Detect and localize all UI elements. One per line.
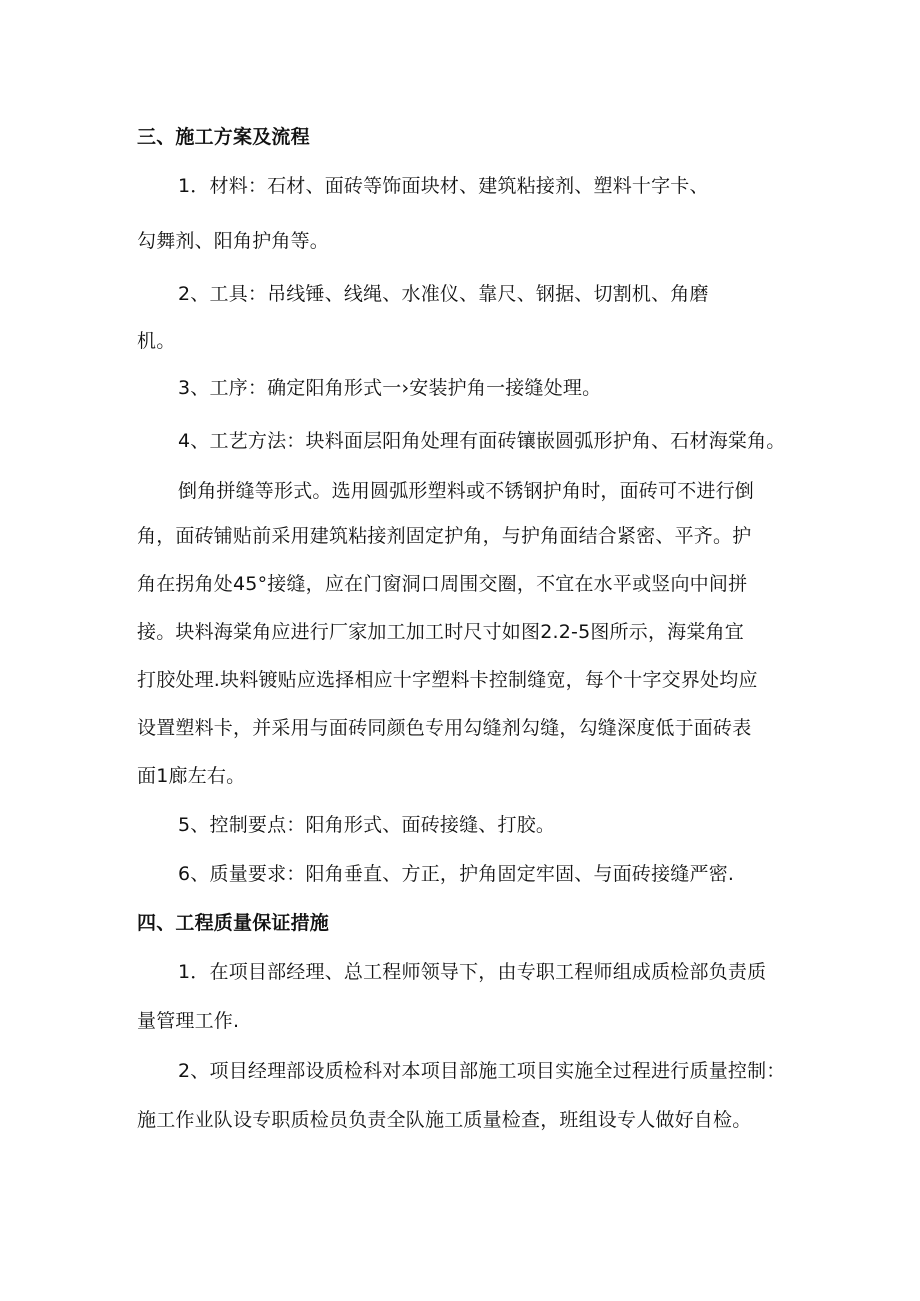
section-4-item-2-line-1: 2、项目经理部设质检科对本项目部施工项目实施全过程进行质量控制： xyxy=(178,1060,786,1082)
section-3-item-6-line-1: 6、质量要求：阳角垂直、方正，护角固定牢固、与面砖接缝严密. xyxy=(178,863,735,885)
section-3-item-4-line-5: 接。块料海棠角应进行厂家加工加工时尺寸如图2.2-5图所示，海棠角宜 xyxy=(137,621,744,643)
section-3-item-4-line-7: 设置塑料卡，并采用与面砖同颜色专用勾缝剂勾缝，勾缝深度低于面砖表 xyxy=(137,717,752,739)
section-3-heading: 三、施工方案及流程 xyxy=(137,126,310,148)
section-3-item-5-line-1: 5、控制要点：阳角形式、面砖接缝、打胶。 xyxy=(178,814,556,836)
section-3-item-1-line-1: 1．材料：石材、面砖等饰面块材、建筑粘接剂、塑料十字卡、 xyxy=(178,175,709,197)
section-4-heading: 四、工程质量保证措施 xyxy=(137,912,330,934)
section-3-item-4-line-1: 4、工艺方法：块料面层阳角处理有面砖镶嵌圆弧形护角、石材海棠角。 xyxy=(178,430,786,452)
section-3-item-4-line-8: 面1廊左右。 xyxy=(137,765,246,787)
section-4-item-1-line-2: 量管理工作. xyxy=(137,1010,240,1032)
section-3-item-4-line-6: 打胶处理.块料镀贴应选择相应十字塑料卡控制缝宽，每个十字交界处均应 xyxy=(137,669,758,691)
section-3-item-4-line-2: 倒角拼缝等形式。选用圆弧形塑料或不锈钢护角时，面砖可不进行倒 xyxy=(178,480,755,502)
section-3-item-1-line-2: 勾舞剂、阳角护角等。 xyxy=(137,230,330,252)
section-4-item-1-line-1: 1．在项目部经理、总工程师领导下，由专职工程师组成质检部负责质 xyxy=(178,961,767,983)
section-3-item-3-line-1: 3、工序：确定阳角形式一›安装护角一接缝处理。 xyxy=(178,377,602,399)
section-4-item-2-line-2: 施工作业队设专职质检员负责全队施工质量检查，班组设专人做好自检。 xyxy=(137,1109,752,1131)
section-3-item-4-line-4: 角在拐角处45°接缝，应在门窗洞口周围交圈，不宜在水平或竖向中间拼 xyxy=(137,573,748,595)
section-3-item-4-line-3: 角，面砖铺贴前采用建筑粘接剂固定护角，与护角面结合紧密、平齐。护 xyxy=(137,525,752,547)
section-3-item-2-line-1: 2、工具：吊线锤、线绳、水准仪、靠尺、钢据、切割机、角磨 xyxy=(178,283,709,305)
section-3-item-2-line-2: 机。 xyxy=(137,330,176,352)
